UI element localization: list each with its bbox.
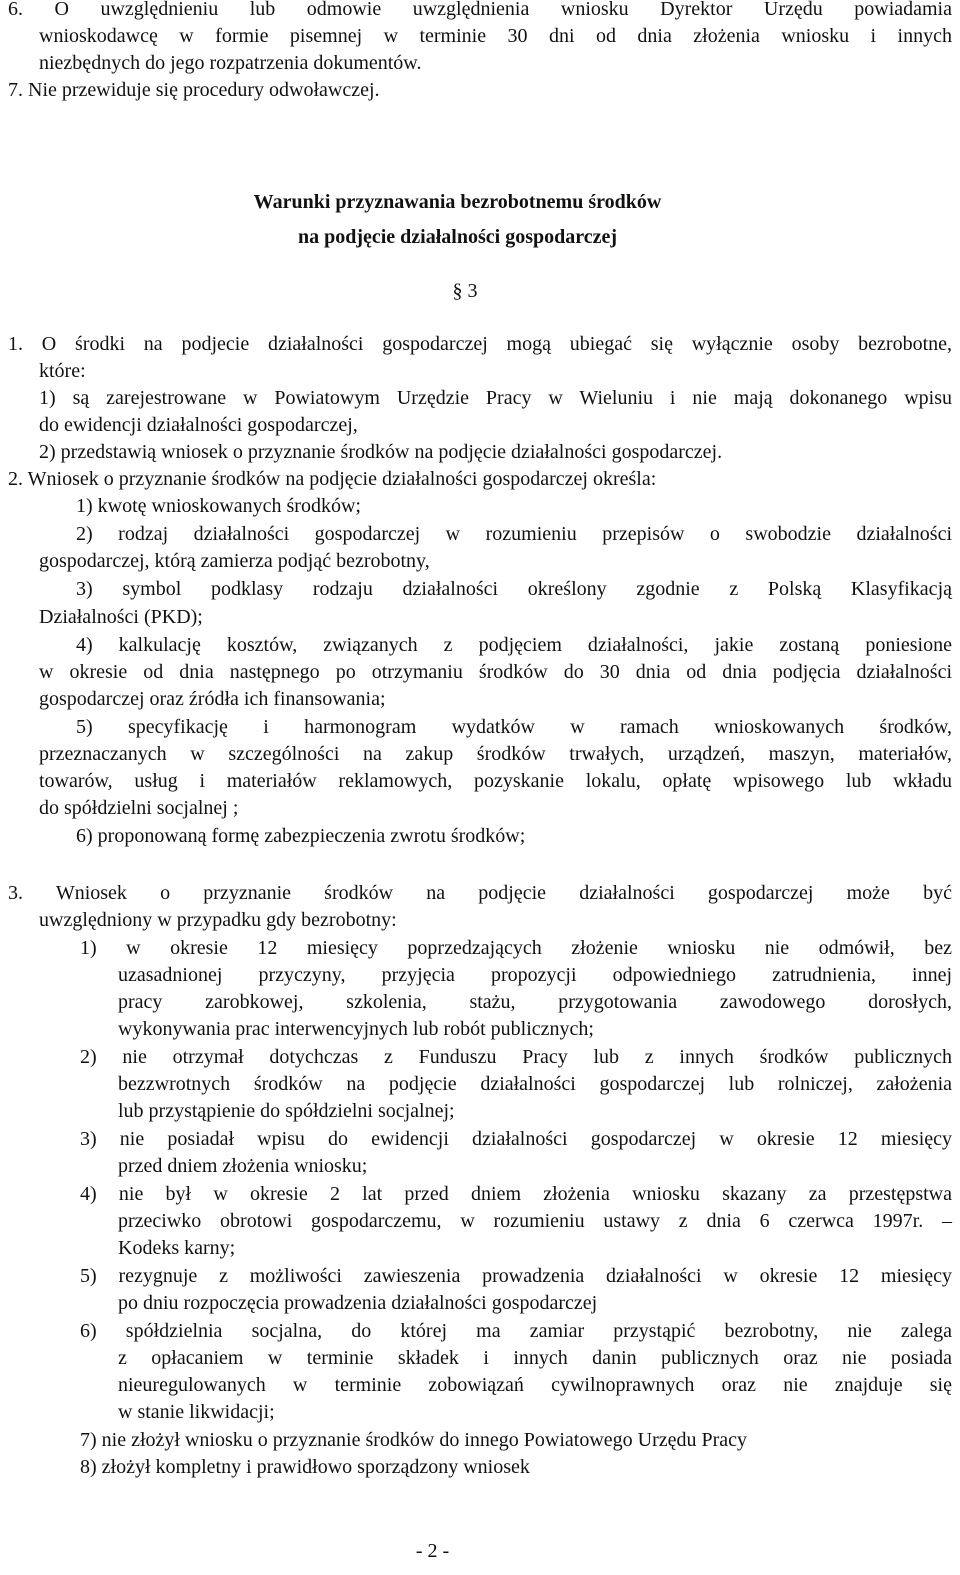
list-item: gospodarczej, którą zamierza podjąć bezrobotny, — [39, 550, 430, 572]
list-item: 7) nie złożył wniosku o przyznanie środków do innego Powiatowego Urzędu Pracy — [80, 1429, 748, 1451]
list-item: w stanie likwidacji; — [118, 1401, 275, 1423]
list-item: przeznaczanych w szczególności na zakup środków trwałych, urządzeń, maszyn, materiałów, — [39, 743, 952, 765]
text-line: uwzględniony w przypadku gdy bezrobotny: — [39, 909, 397, 931]
text-line: 2. Wniosek o przyznanie środków na podjęcie działalności gospodarczej określa: — [8, 468, 657, 490]
text-line: 6. O uwzględnieniu lub odmowie uwzględnienia wniosku Dyrektor Urzędu powiadamia — [8, 0, 952, 20]
section-heading: Warunki przyznawania bezrobotnemu środków — [253, 191, 662, 213]
list-item: 6) proponowaną formę zabezpieczenia zwrotu środków; — [76, 825, 526, 847]
text-line: 3. Wniosek o przyznanie środków na podjęcie działalności gospodarczej może być — [8, 882, 952, 904]
list-item: 2) przedstawią wniosek o przyznanie środków na podjęcie działalności gospodarczej. — [39, 441, 723, 463]
list-item: 8) złożył kompletny i prawidłowo sporządzony wniosek — [80, 1456, 530, 1478]
text-line: które: — [39, 360, 86, 382]
section-mark: § 3 — [452, 280, 478, 302]
list-item: przeciwko obrotowi gospodarczemu, w rozumieniu ustawy z dnia 6 czerwca 1997r. – — [118, 1210, 952, 1232]
list-item: po dniu rozpoczęcia prowadzenia działalności gospodarczej — [118, 1292, 598, 1314]
list-item: 1) kwotę wnioskowanych środków; — [76, 495, 361, 517]
list-item: wykonywania prac interwencyjnych lub robót publicznych; — [118, 1018, 594, 1040]
list-item: z opłacaniem w terminie składek i innych danin publicznych oraz nie posiada — [118, 1347, 952, 1369]
list-item: 4) nie był w okresie 2 lat przed dniem złożenia wniosku skazany za przestępstwa — [80, 1183, 952, 1205]
page-number: - 2 - — [415, 1540, 450, 1562]
text-line: 7. Nie przewiduje się procedury odwoławczej. — [8, 79, 380, 101]
text-line: niezbędnych do jego rozpatrzenia dokumentów. — [39, 52, 422, 74]
list-item: 2) nie otrzymał dotychczas z Funduszu Pracy lub z innych środków publicznych — [80, 1046, 952, 1068]
list-item: towarów, usług i materiałów reklamowych, pozyskanie lokalu, opłatę wpisowego lub wkładu — [39, 770, 952, 792]
list-item: nieuregulowanych w terminie zobowiązań cywilnoprawnych oraz nie znajduje się — [118, 1374, 952, 1396]
list-item: 1) są zarejestrowane w Powiatowym Urzędzie Pracy w Wieluniu i nie mają dokonanego wpisu — [39, 387, 952, 409]
section-heading: na podjęcie działalności gospodarczej — [297, 226, 618, 248]
list-item: Działalności (PKD); — [39, 606, 203, 628]
text-line: wnioskodawcę w formie pisemnej w terminie 30 dni od dnia złożenia wniosku i innych — [39, 25, 952, 47]
list-item: do spółdzielni socjalnej ; — [39, 797, 239, 819]
list-item: lub przystąpienie do spółdzielni socjalnej; — [118, 1100, 455, 1122]
list-item: 3) nie posiadał wpisu do ewidencji działalności gospodarczej w okresie 12 miesięcy — [80, 1128, 952, 1150]
list-item: przed dniem złożenia wniosku; — [118, 1155, 368, 1177]
list-item: Kodeks karny; — [118, 1237, 236, 1259]
list-item: gospodarczej oraz źródła ich finansowania; — [39, 688, 386, 710]
list-item: pracy zarobkowej, szkolenia, stażu, przygotowania zawodowego dorosłych, — [118, 991, 952, 1013]
list-item: 6) spółdzielnia socjalna, do której ma zamiar przystąpić bezrobotny, nie zalega — [80, 1320, 952, 1342]
list-item: uzasadnionej przyczyny, przyjęcia propozycji odpowiedniego zatrudnienia, innej — [118, 964, 952, 986]
list-item: bezzwrotnych środków na podjęcie działalności gospodarczej lub rolniczej, założenia — [118, 1073, 952, 1095]
list-item: 5) rezygnuje z możliwości zawieszenia prowadzenia działalności w okresie 12 miesięcy — [80, 1265, 952, 1287]
text-line: 1. O środki na podjecie działalności gospodarczej mogą ubiegać się wyłącznie osoby bezrobotne, — [8, 333, 952, 355]
list-item: 5) specyfikację i harmonogram wydatków w ramach wnioskowanych środków, — [76, 716, 952, 738]
list-item: 2) rodzaj działalności gospodarczej w rozumieniu przepisów o swobodzie działalności — [76, 523, 952, 545]
list-item: 3) symbol podklasy rodzaju działalności określony zgodnie z Polską Klasyfikacją — [76, 578, 952, 600]
list-item: w okresie od dnia następnego po otrzymaniu środków do 30 dnia od dnia podjęcia działalności — [39, 661, 952, 683]
list-item: do ewidencji działalności gospodarczej, — [39, 414, 358, 436]
list-item: 4) kalkulację kosztów, związanych z podjęciem działalności, jakie zostaną poniesione — [76, 634, 952, 656]
list-item: 1) w okresie 12 miesięcy poprzedzających złożenie wniosku nie odmówił, bez — [80, 937, 952, 959]
